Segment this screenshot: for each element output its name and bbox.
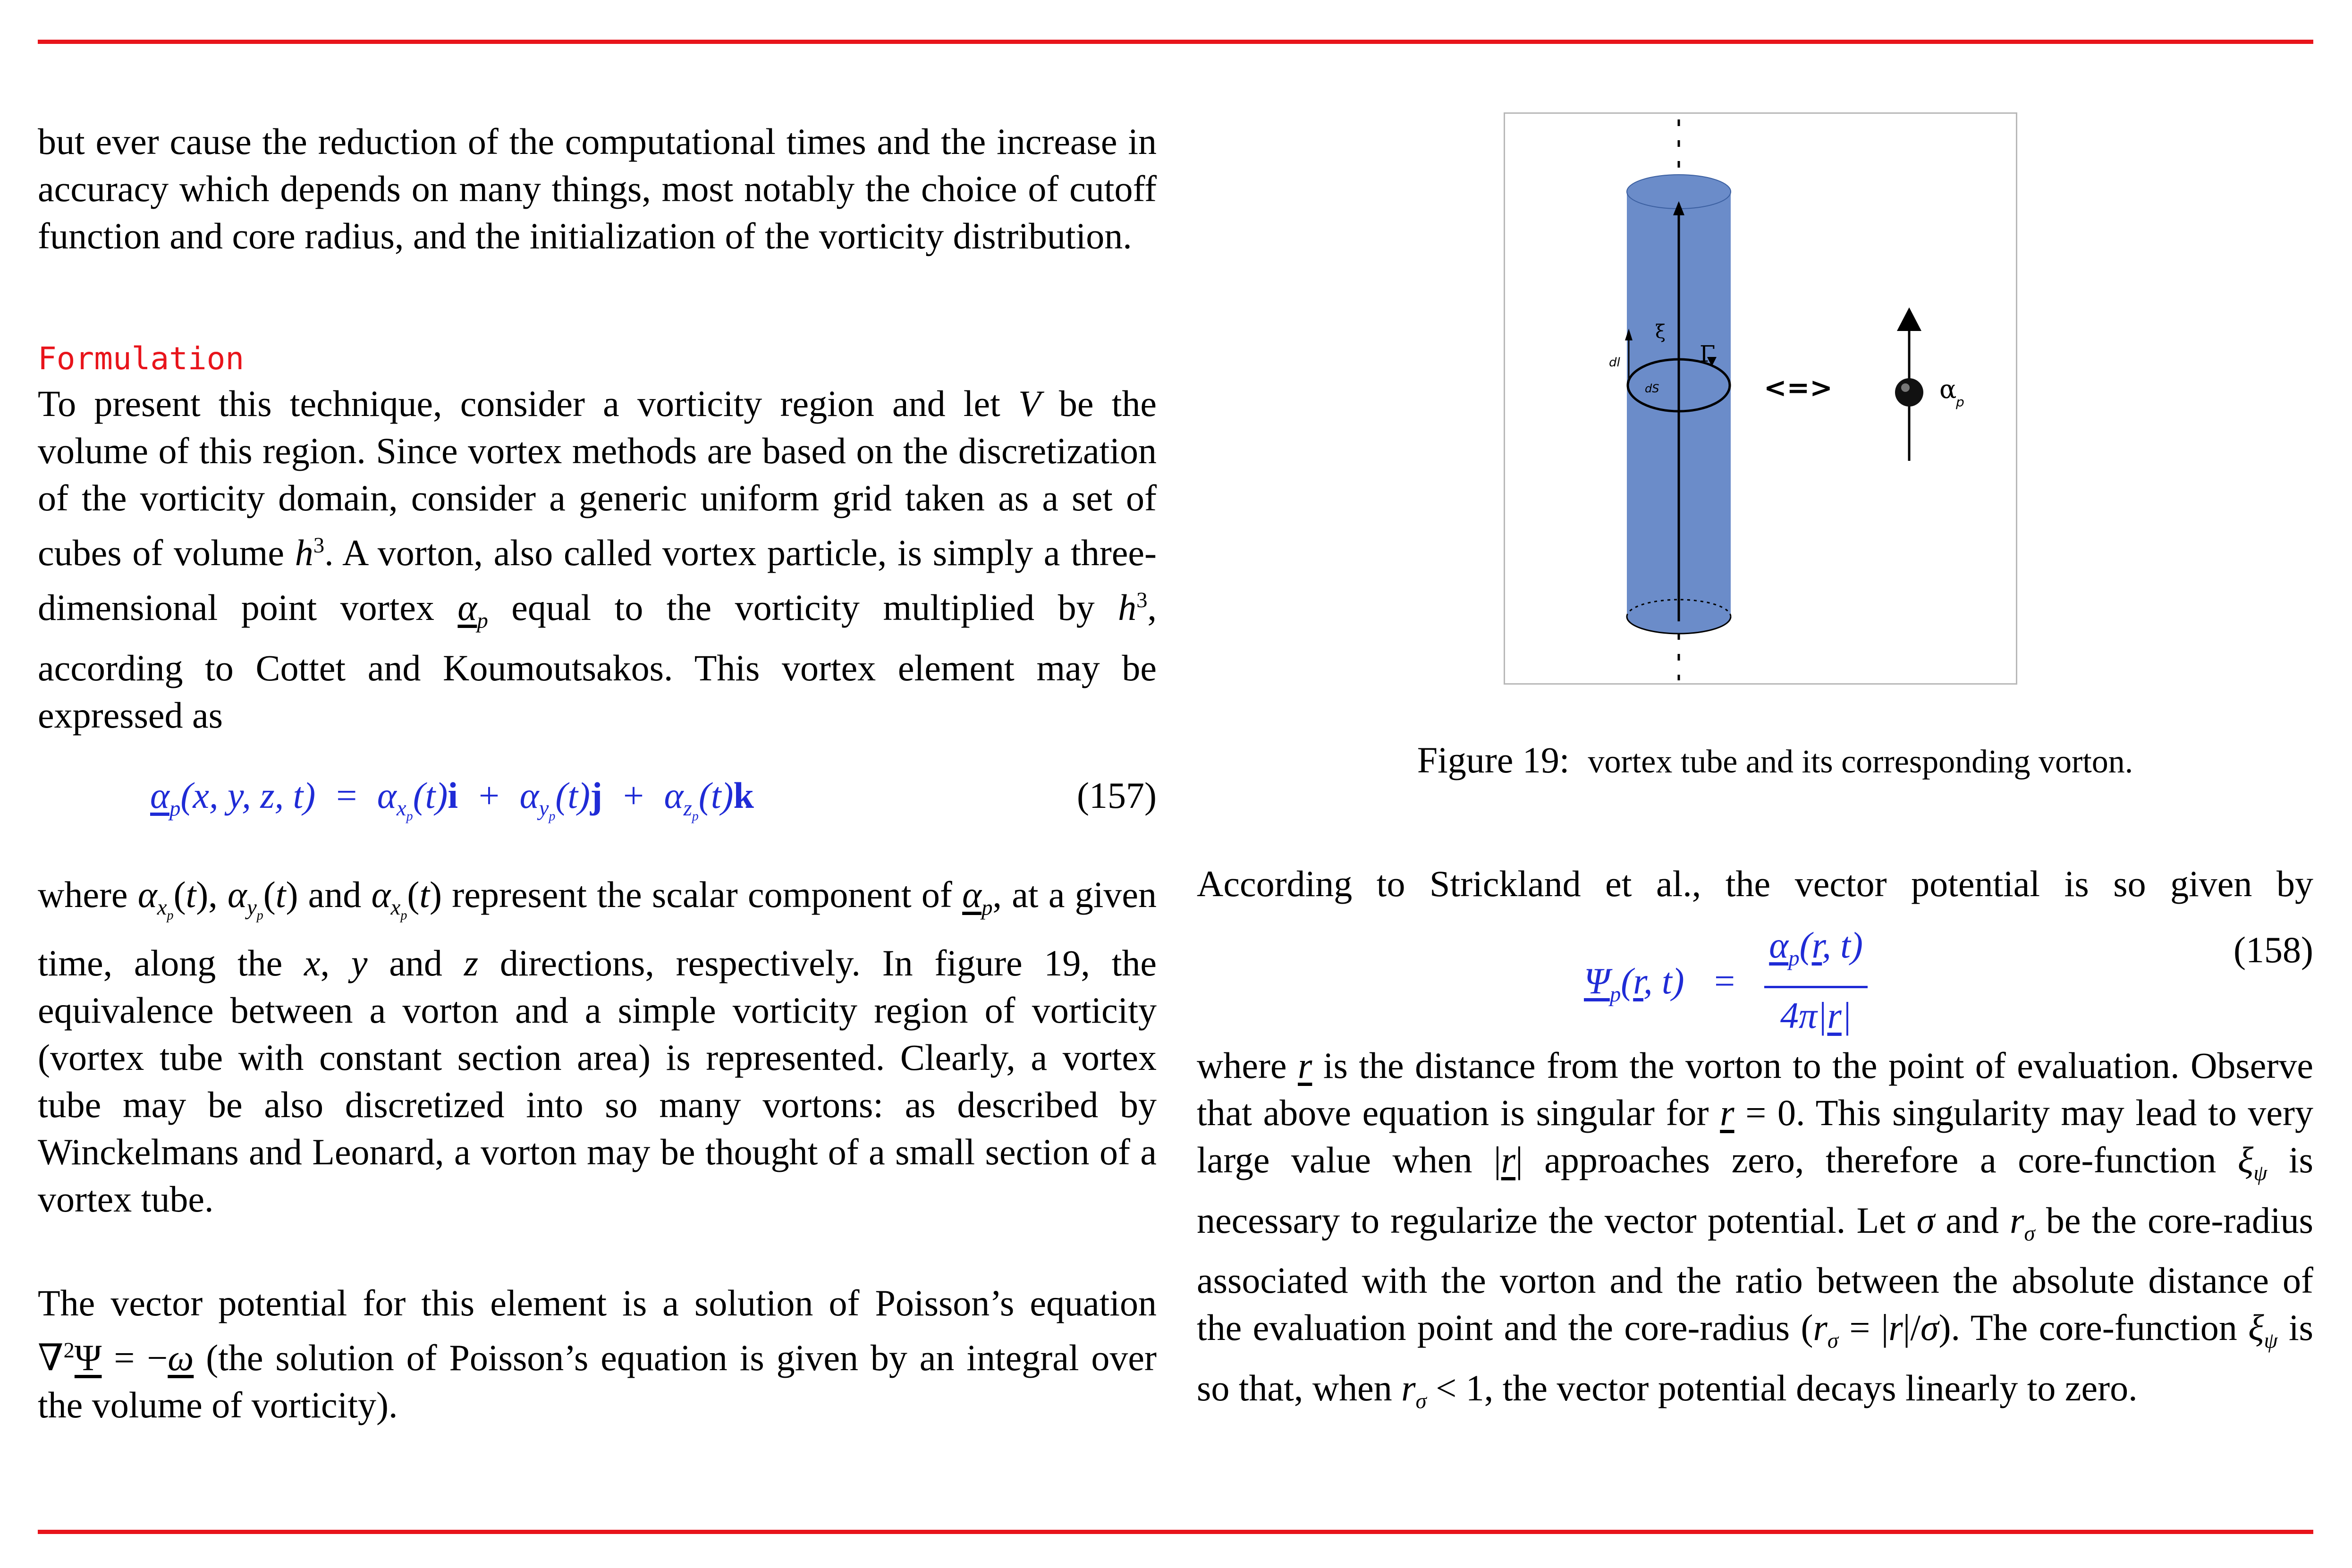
figure-caption-prefix: Figure 19: [1417, 739, 1570, 780]
top-rule [38, 40, 2313, 44]
figure-19 [1504, 112, 2017, 685]
label-xi: ξ [1655, 321, 1666, 343]
label-gamma: Γ [1700, 341, 1716, 367]
equation-157 [38, 772, 1157, 871]
label-ds: dS [1645, 382, 1659, 395]
equation-157-number: (157) [1077, 774, 1157, 816]
paragraph-strickland: According to Strickland et al., the vector potential is so given by [1197, 863, 2313, 904]
paragraph-intro: but ever cause the reduction of the computational times and the increase in accuracy which depends on many things, most notably the choice of cutoff function and core radius, and the initialization of the vorticity distribution. [38, 121, 1157, 256]
equation-158-body: $\Psi_p(r$, t) = $\frac{\alpha_p(r, t)}{4\pi|r|}$ [1584, 926, 1868, 1044]
equation-158-number: (158) [2234, 929, 2313, 970]
figure-caption-text: vortex tube and its corresponding vorton. [1588, 744, 2133, 780]
equation-158 [1197, 917, 2313, 1042]
equation-157-body: $\alpha_p(x$, y, z, $t) = \alpha_{x_p}(t)i + \alpha_{y_p}(t)j + \alpha_{z_p}(t)k$ [150, 774, 754, 824]
figure-caption [1327, 737, 2224, 786]
left-column [38, 118, 1157, 1429]
vorton-particle [1895, 378, 1923, 407]
paragraph-singularity: where r is the distance from the vorton to the point of evaluation. Observe that above equation is singular for r = 0. This singularity may lead to very large value when |r| approaches zero, therefore a core-function $\xi_\psi$ is necessary to regularize the vector potential. Let σ and $r_\sigma$ be the core-radius associated with the vorton and the ratio between the absolute distance of the evaluation point and the core-radius $(r_\sigma = |r|/\sigma)$. The core-function $\xi_\psi$ is so that, when $r_\sigma < 1$, the vector potential decays linearly to zero. [1197, 1045, 2314, 1414]
right-column [1197, 860, 2313, 1424]
paragraph-poisson: The vector potential for this element is a solution of Poisson’s equation ∇$^2$Ψ = −ω (the solution of Poisson’s equation is given by an integral over the volume of vorticity). [38, 1282, 1157, 1425]
paragraph-formulation: To present this technique, consider a vorticity region and let V be the volume of this region. Since vortex methods are based on the discretization of the vorticity domain, consider a generic uniform grid taken as a set of cubes of volume $h^3$. A vorton, also called vortex particle, is simply a three-dimensional point vortex $\alpha_p$ equal to the vorticity multiplied by $h^3$, according to Cottet and Koumoutsakos. This vortex element may be expressed as [38, 383, 1157, 736]
label-alpha: α [1939, 374, 1957, 404]
bottom-rule [38, 1530, 2313, 1534]
vorton-arrowhead [1897, 307, 1921, 331]
vortex-tube-diagram [1505, 114, 2016, 683]
label-dl: dl [1609, 356, 1620, 370]
label-alpha-sub: p [1956, 394, 1964, 410]
paragraph-components: where $\alpha_{x_p}(t)$, $\alpha_{y_p}(t)$ and $\alpha_{x_p}(t)$ represent the scalar component of $\alpha_p$, at a given time, along the x, y and z directions, respectively. In figure 19, the equivalence between a vorton and a simple vorticity region of vorticity (vortex tube with constant section area) is represented. Clearly, a vortex tube may be also discretized into so many vortons: as described by Winckelmans and Leonard, a vorton may be thought of a small section of a vortex tube. [38, 873, 1157, 1220]
section-heading-formulation: Formulation [38, 340, 245, 377]
equation-158-fraction: $\frac{\alpha_p(r, t)}{4\pi|r|}$ [1764, 922, 1868, 1039]
label-equivalence: <=> [1764, 372, 1833, 404]
